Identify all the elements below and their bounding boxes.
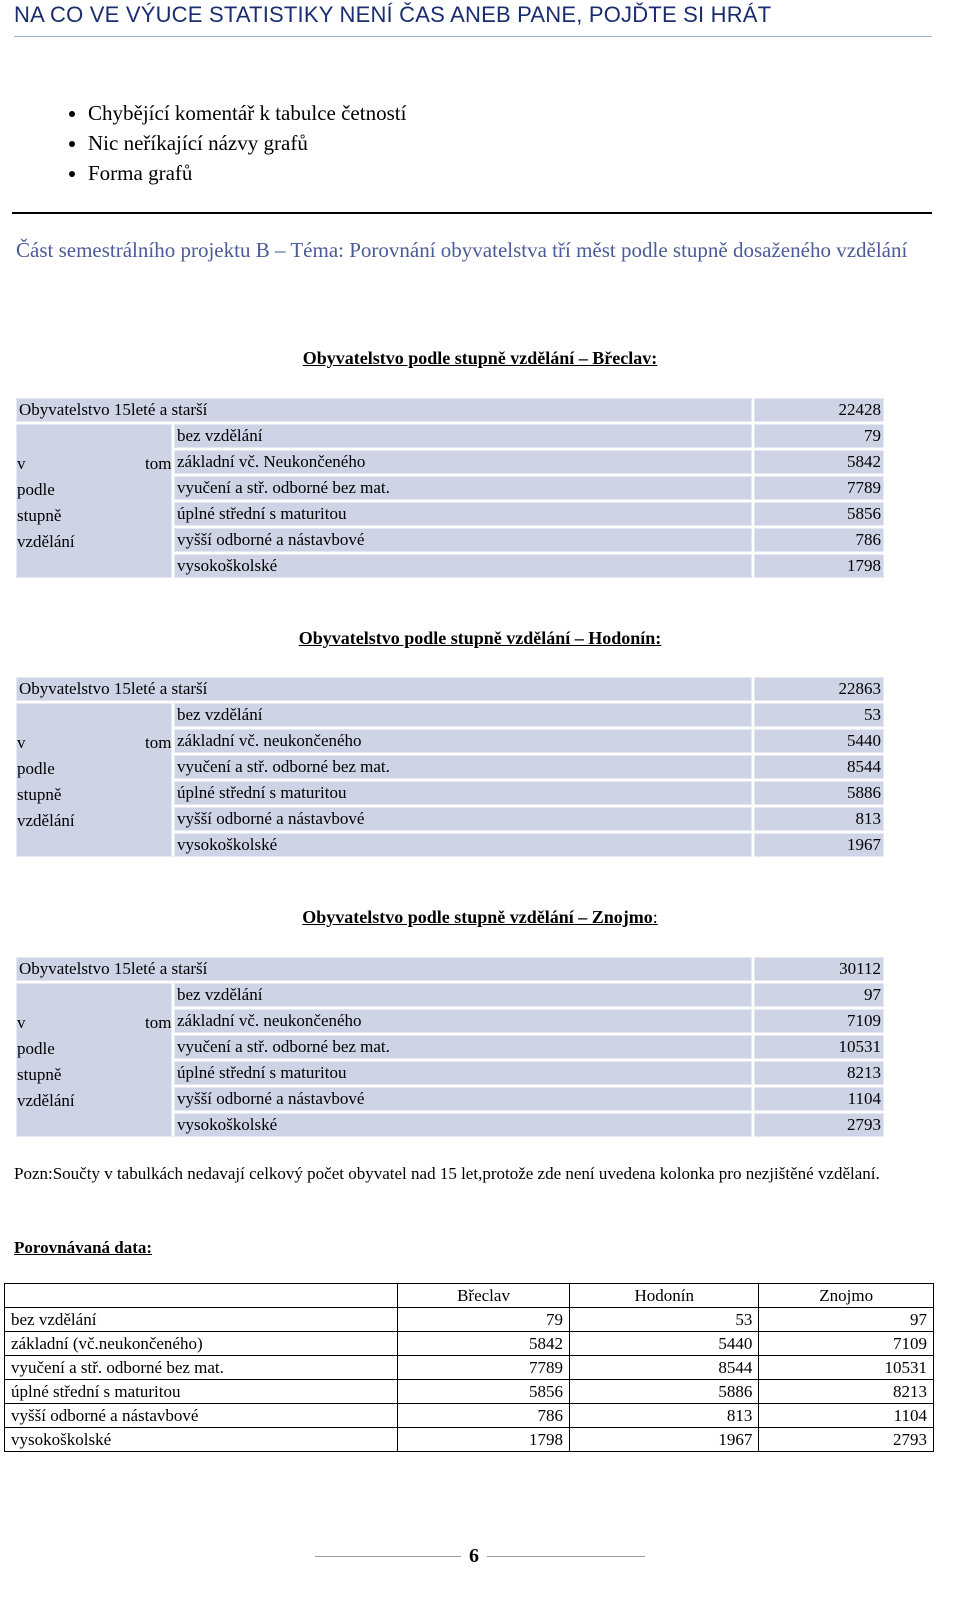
side-label-line: stupně bbox=[17, 506, 62, 525]
total-value: 22428 bbox=[754, 398, 884, 422]
section-heading: Část semestrálního projektu B – Téma: Porovnání obyvatelstva tří měst podle stupně dosaženého vzdělání bbox=[16, 238, 908, 262]
row-value: 53 bbox=[754, 703, 884, 727]
row-value: 5842 bbox=[754, 450, 884, 474]
row-value: 8213 bbox=[754, 1061, 884, 1085]
side-label-line: vzdělání bbox=[17, 1091, 75, 1110]
cell-value: 5842 bbox=[398, 1332, 570, 1356]
row-label: základní (vč.neukončeného) bbox=[5, 1332, 398, 1356]
row-value: 10531 bbox=[754, 1035, 884, 1059]
table-title-breclav: Obyvatelstvo podle stupně vzdělání – Břeclav: bbox=[302, 348, 658, 368]
row-value: 786 bbox=[754, 528, 884, 552]
row-label: vysokoškolské bbox=[174, 554, 752, 578]
table-header-row bbox=[5, 1284, 934, 1308]
cell-value: 7109 bbox=[759, 1332, 934, 1356]
side-label bbox=[16, 424, 172, 578]
table-row bbox=[5, 1380, 934, 1404]
row-label: vyšší odborné a nástavbové bbox=[5, 1404, 398, 1428]
header-cell: Znojmo bbox=[759, 1284, 934, 1308]
table-row bbox=[16, 398, 884, 422]
row-label: vysokoškolské bbox=[174, 833, 752, 857]
section-divider bbox=[12, 212, 932, 214]
row-label: vyučení a stř. odborné bez mat. bbox=[174, 476, 752, 500]
table-row bbox=[16, 424, 884, 448]
row-label: základní vč. neukončeného bbox=[174, 729, 752, 753]
row-label: vyšší odborné a nástavbové bbox=[174, 528, 752, 552]
side-label-line: podle bbox=[17, 480, 55, 499]
cell-value: 1798 bbox=[398, 1428, 570, 1452]
table-hodonin bbox=[14, 675, 886, 859]
table-title-znojmo-bold: Obyvatelstvo podle stupně vzdělání – Znojmo bbox=[302, 907, 653, 927]
table-row bbox=[16, 677, 884, 701]
table-row bbox=[5, 1356, 934, 1380]
total-value: 22863 bbox=[754, 677, 884, 701]
row-label: vyšší odborné a nástavbové bbox=[174, 1087, 752, 1111]
side-label-line: stupně bbox=[17, 1065, 62, 1084]
row-value: 5440 bbox=[754, 729, 884, 753]
row-label: základní vč. Neukončeného bbox=[174, 450, 752, 474]
compare-title: Porovnávaná data: bbox=[14, 1238, 153, 1257]
cell-value: 53 bbox=[570, 1308, 759, 1332]
row-value: 7789 bbox=[754, 476, 884, 500]
row-label: vyučení a stř. odborné bez mat. bbox=[174, 755, 752, 779]
total-label: Obyvatelstvo 15leté a starší bbox=[16, 398, 752, 422]
table-row bbox=[16, 703, 884, 727]
header-divider bbox=[14, 36, 932, 37]
table-title-znojmo-colon: : bbox=[652, 907, 658, 927]
header-cell: Hodonín bbox=[570, 1284, 759, 1308]
page-number bbox=[0, 1545, 948, 1568]
side-label-line: podle bbox=[17, 759, 55, 778]
bullet-item: • Forma grafů bbox=[88, 158, 406, 188]
table-breclav bbox=[14, 396, 886, 580]
row-value: 7109 bbox=[754, 1009, 884, 1033]
side-label bbox=[16, 983, 172, 1137]
row-label: vysokoškolské bbox=[5, 1428, 398, 1452]
header-cell: Břeclav bbox=[398, 1284, 570, 1308]
row-value: 79 bbox=[754, 424, 884, 448]
cell-value: 79 bbox=[398, 1308, 570, 1332]
cell-value: 786 bbox=[398, 1404, 570, 1428]
row-label: vysokoškolské bbox=[174, 1113, 752, 1137]
table-title-znojmo bbox=[0, 907, 960, 928]
row-value: 5856 bbox=[754, 502, 884, 526]
cell-value: 2793 bbox=[759, 1428, 934, 1452]
cell-value: 5886 bbox=[570, 1380, 759, 1404]
row-value: 8544 bbox=[754, 755, 884, 779]
row-value: 97 bbox=[754, 983, 884, 1007]
side-label-tom: tom bbox=[145, 454, 172, 473]
row-label: základní vč. neukončeného bbox=[174, 1009, 752, 1033]
cell-value: 97 bbox=[759, 1308, 934, 1332]
table-row bbox=[5, 1308, 934, 1332]
side-label-line: vzdělání bbox=[17, 811, 75, 830]
table-row bbox=[5, 1404, 934, 1428]
cell-value: 7789 bbox=[398, 1356, 570, 1380]
row-label: bez vzdělání bbox=[5, 1308, 398, 1332]
side-label-line: v bbox=[17, 733, 26, 752]
side-label-line: stupně bbox=[17, 785, 62, 804]
cell-value: 1967 bbox=[570, 1428, 759, 1452]
cell-value: 10531 bbox=[759, 1356, 934, 1380]
side-label-line: podle bbox=[17, 1039, 55, 1058]
cell-value: 8213 bbox=[759, 1380, 934, 1404]
row-value: 1798 bbox=[754, 554, 884, 578]
row-label: bez vzdělání bbox=[174, 703, 752, 727]
row-label: úplné střední s maturitou bbox=[174, 1061, 752, 1085]
row-label: vyšší odborné a nástavbové bbox=[174, 807, 752, 831]
bullet-list bbox=[60, 98, 406, 188]
row-label: úplné střední s maturitou bbox=[174, 502, 752, 526]
table-row bbox=[16, 983, 884, 1007]
bullet-item: • Nic neříkající názvy grafů bbox=[88, 128, 406, 158]
row-value: 813 bbox=[754, 807, 884, 831]
cell-value: 5856 bbox=[398, 1380, 570, 1404]
side-label-line: v bbox=[17, 454, 26, 473]
cell-value: 8544 bbox=[570, 1356, 759, 1380]
side-label bbox=[16, 703, 172, 857]
cell-value: 813 bbox=[570, 1404, 759, 1428]
row-value: 1104 bbox=[754, 1087, 884, 1111]
running-header: NA CO VE VÝUCE STATISTIKY NENÍ ČAS ANEB PANE, POJĎTE SI HRÁT bbox=[14, 2, 772, 27]
row-label: úplné střední s maturitou bbox=[5, 1380, 398, 1404]
total-label: Obyvatelstvo 15leté a starší bbox=[16, 957, 752, 981]
row-value: 1967 bbox=[754, 833, 884, 857]
table-row bbox=[16, 957, 884, 981]
row-label: vyučení a stř. odborné bez mat. bbox=[174, 1035, 752, 1059]
row-label: bez vzdělání bbox=[174, 983, 752, 1007]
side-label-line: v bbox=[17, 1013, 26, 1032]
side-label-tom: tom bbox=[145, 733, 172, 752]
page-number-text: 6 bbox=[461, 1545, 487, 1567]
side-label-line: vzdělání bbox=[17, 532, 75, 551]
row-value: 5886 bbox=[754, 781, 884, 805]
total-value: 30112 bbox=[754, 957, 884, 981]
table-row bbox=[5, 1428, 934, 1452]
cell-value: 5440 bbox=[570, 1332, 759, 1356]
compare-table bbox=[4, 1283, 934, 1452]
row-label: úplné střední s maturitou bbox=[174, 781, 752, 805]
table-title-hodonin: Obyvatelstvo podle stupně vzdělání – Hodonín: bbox=[298, 628, 662, 648]
bullet-item: • Chybějící komentář k tabulce četností bbox=[88, 98, 406, 128]
side-label-tom: tom bbox=[145, 1013, 172, 1032]
table-row bbox=[5, 1332, 934, 1356]
cell-value: 1104 bbox=[759, 1404, 934, 1428]
table-znojmo bbox=[14, 955, 886, 1139]
row-label: vyučení a stř. odborné bez mat. bbox=[5, 1356, 398, 1380]
header-cell bbox=[5, 1284, 398, 1308]
row-label: bez vzdělání bbox=[174, 424, 752, 448]
total-label: Obyvatelstvo 15leté a starší bbox=[16, 677, 752, 701]
note-paragraph: Pozn:Součty v tabulkách nedavají celkový počet obyvatel nad 15 let,protože zde není uvedena kolonka pro nezjištěné vzdělaní. bbox=[14, 1164, 880, 1183]
row-value: 2793 bbox=[754, 1113, 884, 1137]
